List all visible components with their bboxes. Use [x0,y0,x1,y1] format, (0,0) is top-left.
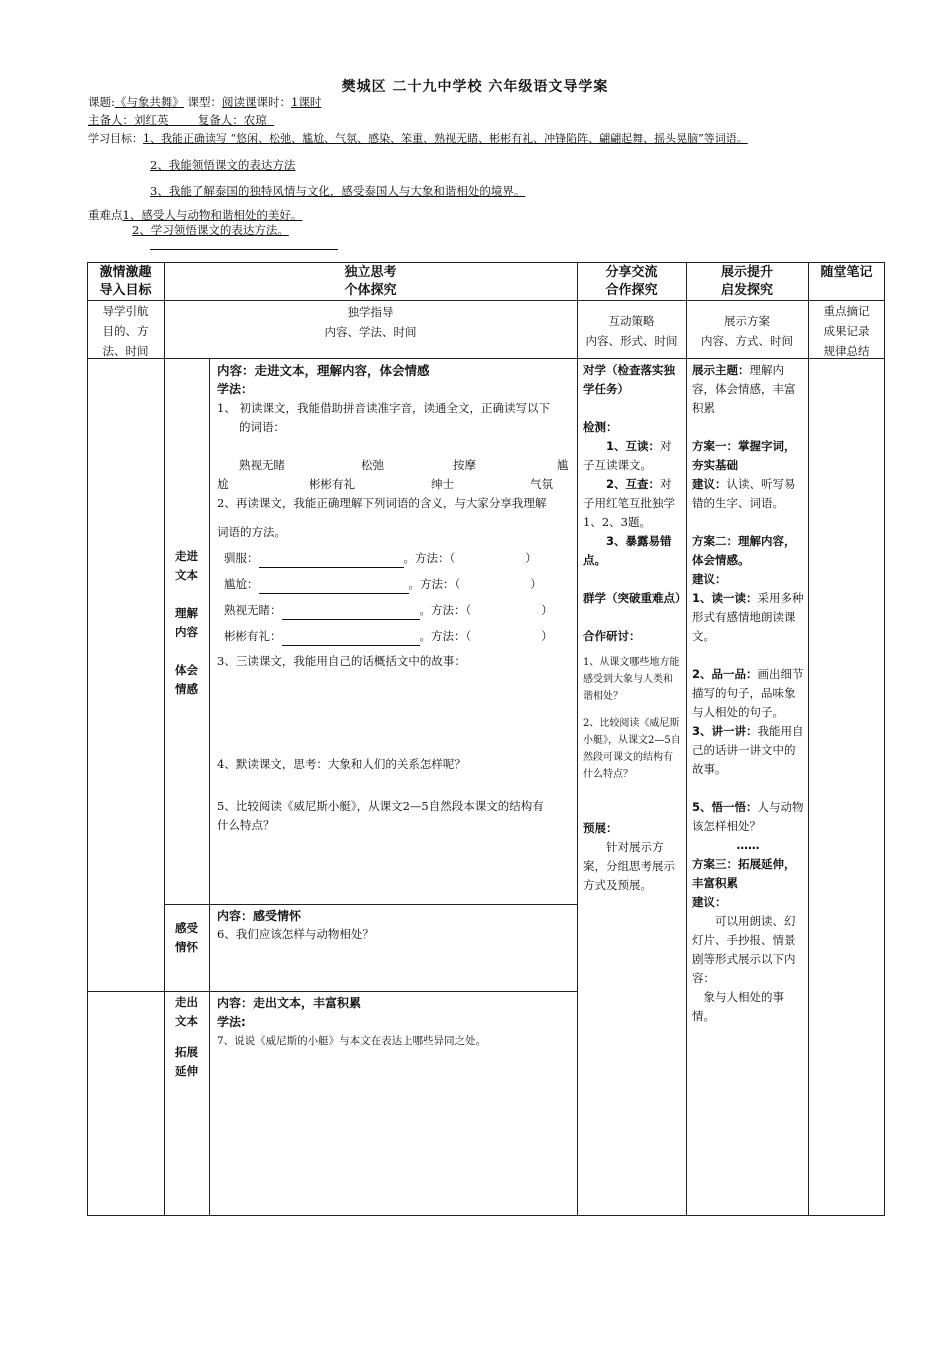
subheader-col4-line2: 内容、方式、时间 [701,334,793,348]
fill-word: 尴尬： [224,577,259,591]
fill-blank[interactable] [282,633,420,646]
word-3: 按摩 [453,458,476,472]
course-info-line [88,94,321,110]
question-1: 1、 初读课文，我能借助拼音读准字音，读通全文，正确读写以下 [217,401,550,415]
section1-method: 学法： [217,382,254,396]
subheader-col1-line3: 法、时间 [102,344,149,358]
keypoint-line-1 [88,207,302,223]
header-col5: 随堂笔记 [820,265,873,280]
subheader-col5-line2: 成果记录 [823,324,870,338]
col3-item3: 3、暴露易错点。 [583,534,672,567]
section3-content: 内容：走出文本，丰富积累 [217,996,362,1010]
fill-row-3 [224,601,553,620]
header-col1-line1: 激情激趣 [99,265,152,280]
col4-ellipsis: …… [736,838,760,852]
col4-content [692,361,804,1026]
stage-2-label [164,919,209,957]
word-2: 松弛 [361,458,384,472]
fill-close: ） [525,551,537,565]
header-col1 [87,264,164,300]
fill-method: 。方法：（ [403,551,456,565]
col3-preview-title: 预展： [583,821,618,835]
subheader-col5 [808,301,885,361]
col4-plan1: 方案一：掌握字词，夯实基础 [692,439,796,472]
header-col4 [686,264,808,300]
stage-3-line: 文本 [175,1014,198,1028]
col4-activity5-title: 5、悟一悟： [692,800,758,814]
col3-discussion-2: 2、比较阅读《威尼斯小艇》，从课文2—5自然段可课文的结构有什么特点？ [583,718,681,780]
fill-close: ） [530,577,542,591]
review-value: 农琼 [243,113,267,127]
row-divider-sub [87,358,885,359]
subheader-col1-line2: 目的、方 [102,324,149,338]
review-label: 复备人： [197,113,244,127]
fill-close: ） [541,603,553,617]
word-7: 气氛 [530,477,553,491]
keypoints-label: 重难点 [88,208,123,222]
header-col1-line2: 导入目标 [99,283,152,298]
stage-3-line: 走出 [175,995,198,1009]
col4-plan3-suggest-label: 建议： [692,895,727,909]
fill-row-1 [224,549,537,568]
stage-1-gap [164,642,209,661]
subheader-col2-line1: 独学指导 [347,305,394,319]
goal-3: 3、我能了解泰国的独特风情与文化，感受泰国人与大象和谐相处的境界。 [150,184,526,198]
header-col4-line2: 启发探究 [720,283,773,298]
col3-discussion-1: 1、从课文哪些地方能感受到大象与人类和谐相处？ [583,657,680,702]
col4-plan1-suggest-label: 建议： [692,477,727,491]
question-7: 7、说说《威尼斯的小艇》与本文在表达上哪些异同之处。 [217,1035,487,1047]
divider [150,249,338,250]
keypoint-2: 2、学习领悟课文的表达方法。 [132,223,289,237]
col4-plan2: 方案二：理解内容，体会情感。 [692,534,796,567]
col3-preview-text: 针对展示方案，分组思考展示方式及预展。 [583,840,675,892]
hours-value: 1课时 [291,95,322,109]
word-6: 绅士 [431,477,454,491]
col3-item1-title: 1、互读： [606,439,661,453]
word-4a: 尴 [557,458,569,472]
question-5-cont: 什么特点？ [217,818,275,832]
row-divider-s3 [87,991,577,992]
fill-row-4 [224,627,553,646]
header-col3 [577,264,686,300]
stage-1-label [164,547,209,699]
col4-plan3: 方案三：拓展延伸，丰富积累 [692,857,796,890]
col-divider-3 [577,262,578,1216]
subheader-col2 [164,302,577,342]
col4-activity1: 采用多种形式有感情地朗读课文。 [692,591,804,643]
stage-3-line: 拓展 [175,1045,198,1059]
col4-plan2-suggest-label: 建议： [692,572,727,586]
fill-method: 。方法：（ [419,629,472,643]
col4-theme-label: 展示主题： [692,363,750,377]
header-col2 [164,264,577,300]
col4-activity1-title: 1、读一读： [692,591,758,605]
author-line [88,112,274,128]
col4-activity5: 人与动物该怎样相处？ [692,800,804,833]
stage-1-line: 理解 [175,606,198,620]
question-6: 6、我们应该怎样与动物相处？ [217,927,374,941]
fill-method: 。方法：（ [408,577,461,591]
subheader-col5-line1: 重点摘记 [823,304,870,318]
col-divider-5 [808,262,809,1216]
goal-2: 2、我能领悟课文的表达方法 [150,158,296,172]
keypoint-1: 1、感受人与动物和谐相处的美好。 [122,208,303,222]
stage-3-label [164,993,209,1081]
stage-2-line: 情怀 [175,940,198,954]
fill-blank[interactable] [259,581,409,594]
stage-1-line: 文本 [175,568,198,582]
col3-item1: 对子互读课文。 [583,439,672,472]
section3-method: 学法: [217,1015,246,1029]
word-1: 熟视无睹 [239,458,285,472]
fill-blank[interactable] [259,555,404,568]
stage-3-gap [164,1031,209,1043]
prep-value: 刘红英 [134,113,169,127]
col3-jiance: 检测： [583,420,618,434]
question-4: 4、默读课文，思考：大象和人们的关系怎样呢？ [217,757,466,771]
subheader-col1-line1: 导学引航 [102,304,149,318]
col4-theme: 理解内容，体会情感，丰富积累 [692,363,796,415]
col-divider-2 [209,358,210,1216]
col3-hezuo: 合作研讨： [583,629,641,643]
fill-row-2 [224,575,542,594]
goal-line-1 [88,130,748,146]
prep-label: 主备人： [88,113,134,127]
col3-item2-title: 2、互查： [606,477,661,491]
header-col2-line2: 个体探究 [344,283,397,298]
question-5: 5、比较阅读《威尼斯小艇》，从课文2—5自然段本课文的结构有 [217,799,544,813]
topic-value: 《与象共舞》 [114,95,184,109]
goals-label: 学习目标： [88,132,143,145]
fill-word: 驯服： [224,551,259,565]
fill-word: 彬彬有礼： [224,629,282,643]
hours-label: 课时： [256,95,292,109]
subheader-col4 [686,311,808,351]
col-divider-4 [686,262,687,1216]
header-col3-line1: 分享交流 [605,265,658,280]
topic-label: 课题: [88,95,115,109]
fill-blank[interactable] [282,607,420,620]
stage-1-gap [164,585,209,604]
fill-close: ） [541,629,553,643]
stage-1-line: 内容 [175,625,198,639]
col4-activity3: 我能用自己的话讲一讲文中的故事。 [692,724,804,776]
question-1-cont: 的词语： [239,420,285,434]
col4-activity2-title: 2、品一品： [692,667,758,681]
header-col4-line1: 展示提升 [720,265,773,280]
subheader-col3-line1: 互动策略 [608,314,655,328]
col4-activity2: 画出细节描写的句子，品味象与人相处的句子。 [692,667,804,719]
col3-item2: 对子用红笔互批独学1、2、3题。 [583,477,675,529]
stage-1-line: 情感 [175,682,198,696]
question-2: 2、再读课文，我能正确理解下列词语的含义，与大家分享我理解 [217,496,547,510]
row-divider-header [87,300,885,301]
subheader-col1 [87,301,164,361]
page-title: 樊城区 二十九中学校 六年级语文导学案 [341,79,609,95]
question-3: 3、三读课文，我能用自己的话概括文中的故事： [217,654,466,668]
col4-plan1-suggest: 认读、听写易错的生字、词语。 [692,477,796,510]
subheader-col3-line2: 内容、形式、时间 [585,334,678,348]
goal-1: 1、我能正确读写 “悠闲、松弛、尴尬、气氛、感染、笨重、熟视无睹、彬彬有礼、冲锋陷阵、翩翩起舞、摇头晃脑”等词语。 [143,132,748,145]
word-4b: 尬 [217,477,229,491]
stage-1-line: 走进 [175,549,198,563]
header-col3-line2: 合作探究 [605,283,658,298]
subheader-col3 [577,311,686,351]
subheader-col2-line2: 内容、学法、时间 [324,325,417,339]
col3-qunxue: 群学（突破重难点） [583,591,687,605]
section2-content: 内容：感受情怀 [217,909,302,923]
row-divider-s2 [164,904,577,905]
header-col2-line1: 独立思考 [344,265,397,280]
stage-2-line: 感受 [175,921,198,935]
col4-activity3-title: 3、讲一讲： [692,724,758,738]
word-5: 彬彬有礼 [309,477,355,491]
section1-content: 内容：走进文本，理解内容，体会情感 [217,363,430,378]
col4-plan3-suggest: 可以用朗读、幻灯片、手抄报、情景剧等形式展示以下内容： [692,914,796,985]
stage-1-line: 体会 [175,663,198,677]
type-label: 课型： [187,95,223,109]
fill-word: 熟视无睹： [224,603,282,617]
col3-duixue: 对学（检查落实独学任务） [583,363,675,396]
question-2-cont: 词语的方法。 [217,525,286,539]
type-value: 阅读课 [222,95,257,109]
fill-method: 。方法：（ [419,603,472,617]
subheader-col4-line1: 展示方案 [724,314,770,328]
col3-content [583,361,687,895]
col4-plan3-topic: 象与人相处的事情。 [692,990,784,1023]
stage-3-line: 延伸 [175,1064,198,1078]
subheader-col5-line3: 规律总结 [823,344,870,358]
